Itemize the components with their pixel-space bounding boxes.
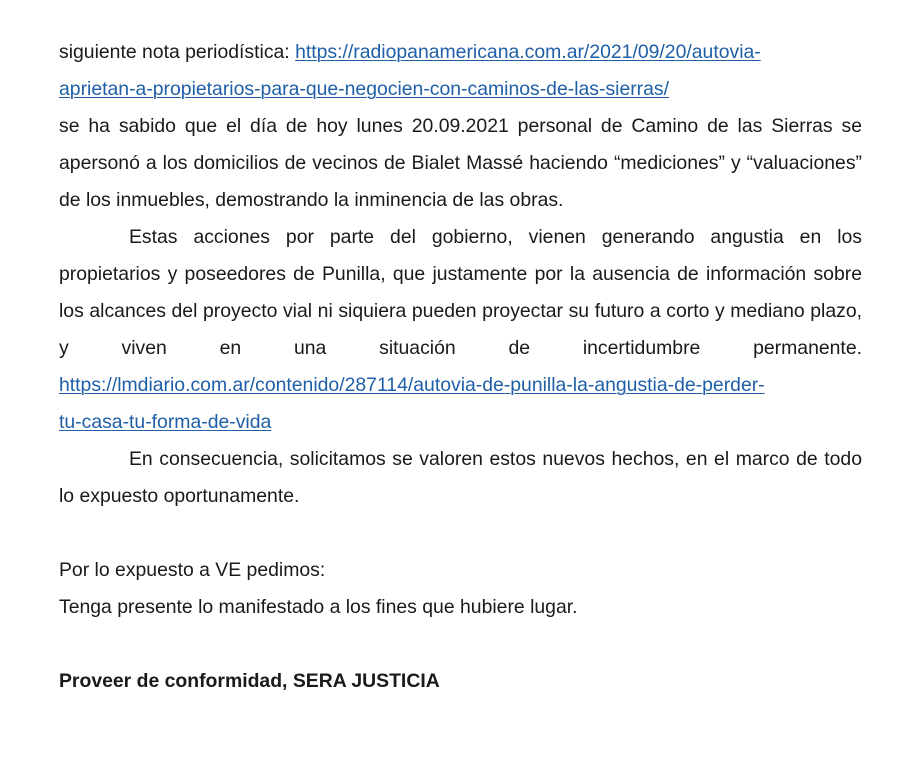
radiopanamericana-link-line1: https://radiopanamericana.com.ar/2021/09/20/autovia- bbox=[295, 41, 761, 63]
paragraph-request: Tenga presente lo manifestado a los fines que hubiere lugar. bbox=[59, 596, 578, 618]
lmdiario-link-line1: https://lmdiario.com.ar/contenido/287114/autovia-de-punilla-la-angustia-de-perder- bbox=[59, 374, 765, 396]
paragraph-news-note bbox=[59, 34, 862, 108]
paragraph-consequence: En consecuencia, solicitamos se valoren estos nuevos hechos, en el marco de todo lo expuesto oportunamente. bbox=[59, 448, 862, 507]
blank-line bbox=[59, 626, 862, 663]
paragraph-anguish bbox=[59, 219, 862, 441]
news-note-lead: siguiente nota periodística: bbox=[59, 41, 296, 63]
paragraph-measurements: se ha sabido que el día de hoy lunes 20.09.2021 personal de Camino de las Sierras se apersonó a los domicilios de vecinos de Bialet Massé haciendo “mediciones” y “valuaciones” de los inmuebles, demostrando la inminencia de las obras. bbox=[59, 115, 862, 211]
closing-statement: Proveer de conformidad, SERA JUSTICIA bbox=[59, 670, 440, 692]
anguish-text: Estas acciones por parte del gobierno, vienen generando angustia en los propietarios y poseedores de Punilla, que justamente por la ausencia de información sobre los alcances del proyecto vial ni siquiera pueden proyectar su futuro a corto y mediano plazo, y viven en una situación de incertidumbre permanente. bbox=[59, 226, 862, 359]
lmdiario-link[interactable] bbox=[59, 374, 765, 433]
radiopanamericana-link-line2: aprietan-a-propietarios-para-que-negocien-con-caminos-de-las-sierras/ bbox=[59, 78, 670, 100]
paragraph-request-intro: Por lo expuesto a VE pedimos: bbox=[59, 559, 326, 581]
lmdiario-link-line2: tu-casa-tu-forma-de-vida bbox=[59, 411, 272, 433]
document-page bbox=[59, 34, 862, 700]
blank-line bbox=[59, 515, 862, 552]
